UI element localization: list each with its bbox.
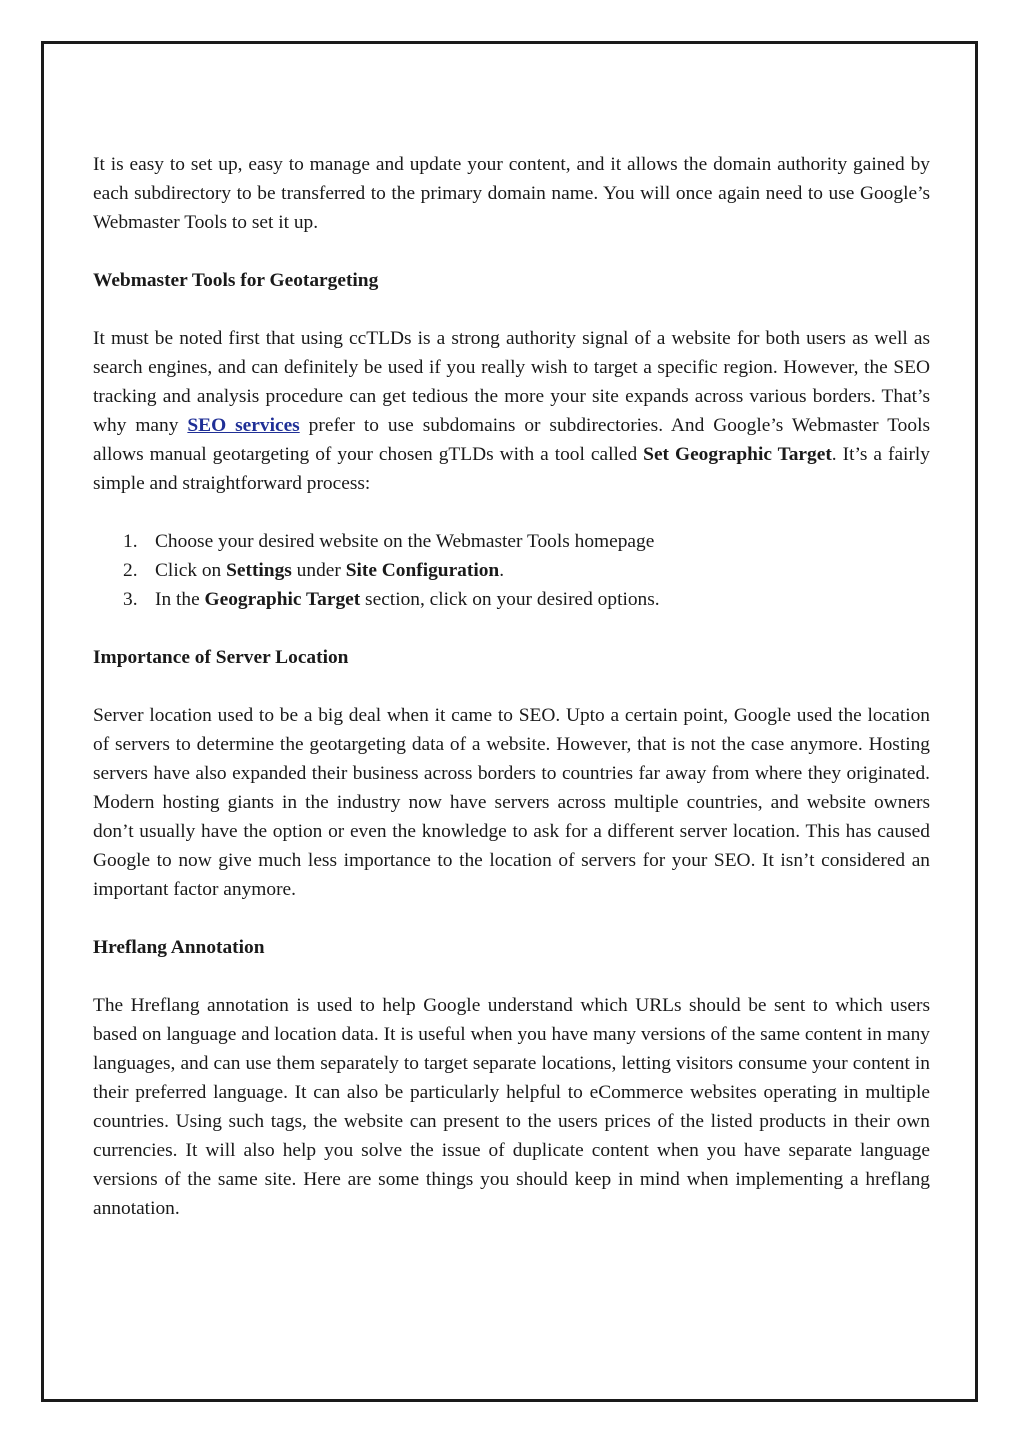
list-item-text-pre: Click on [155,560,227,581]
list-item-number: 1. [123,531,138,552]
heading-server-location: Importance of Server Location [93,647,349,668]
paragraph-cctlds-text-3: . It’s a fairly simple and straightforward process: [93,444,930,494]
paragraph-hreflang: The Hreflang annotation is used to help Google understand which URLs should be sent to which users based on language and location data. It is useful when you have many versions of the same content in many languages, and can use them separately to target separate locations, letting visitors consume your content in their preferred language. It can also be particularly helpful to eCommerce websites operating in multiple countries. Using such tags, the website can present to the users prices of the listed products in their own currencies. It will also help you solve the issue of duplicate content when you have separate language versions of the same site. Here are some things you should keep in mind when implementing a hreflang annotation. [93,995,930,1219]
steps-list [93,527,930,614]
set-geographic-target-term: Set Geographic Target [643,444,832,465]
geographic-target-term: Geographic Target [204,589,361,610]
paragraph-cctlds-text-2: prefer to use subdomains or subdirectories. And Google’s Webmaster Tools allows manual geotargeting of your chosen gTLDs with a tool called [93,415,931,465]
list-item-text-post: section, click on your desired options. [360,589,660,610]
list-item-number: 2. [123,560,138,581]
paragraph-cctlds [93,324,930,498]
paragraph-subdirectory-benefits: It is easy to set up, easy to manage and update your content, and it allows the domain authority gained by each subdirectory to be transferred to the primary domain name. You will once again need to use Google’s Webmaster Tools to set it up. [93,154,930,233]
list-item-text-mid: under [291,560,346,581]
document-body [93,150,930,1252]
list-item-number: 3. [123,589,138,610]
list-item-text-post: . [499,560,505,581]
list-item [93,527,930,556]
list-item-text: Choose your desired website on the Webmaster Tools homepage [155,531,655,552]
site-configuration-term: Site Configuration [345,560,500,581]
paragraph-server-location: Server location used to be a big deal when it came to SEO. Upto a certain point, Google used the location of servers to determine the geotargeting data of a website. However, that is not the case anymore. Hosting servers have also expanded their business across borders to countries far away from where they originated. Modern hosting giants in the industry now have servers across multiple countries, and website owners don’t usually have the option or even the knowledge to ask for a different server location. This has caused Google to now give much less importance to the location of servers for your SEO. It isn’t considered an important factor anymore. [93,705,930,900]
paragraph-cctlds-text-1: It must be noted first that using ccTLDs is a strong authority signal of a website for both users as well as search engines, and can definitely be used if you really wish to target a specific region. However, the SEO tracking and analysis procedure can get tedious the more your site expands across various borders. That’s why many [93,328,930,436]
heading-webmaster-tools: Webmaster Tools for Geotargeting [93,270,379,291]
heading-hreflang: Hreflang Annotation [93,937,265,958]
list-item [93,556,930,585]
settings-term: Settings [226,560,292,581]
list-item [93,585,930,614]
seo-services-link[interactable]: SEO services [187,415,300,436]
list-item-text-pre: In the [155,589,205,610]
